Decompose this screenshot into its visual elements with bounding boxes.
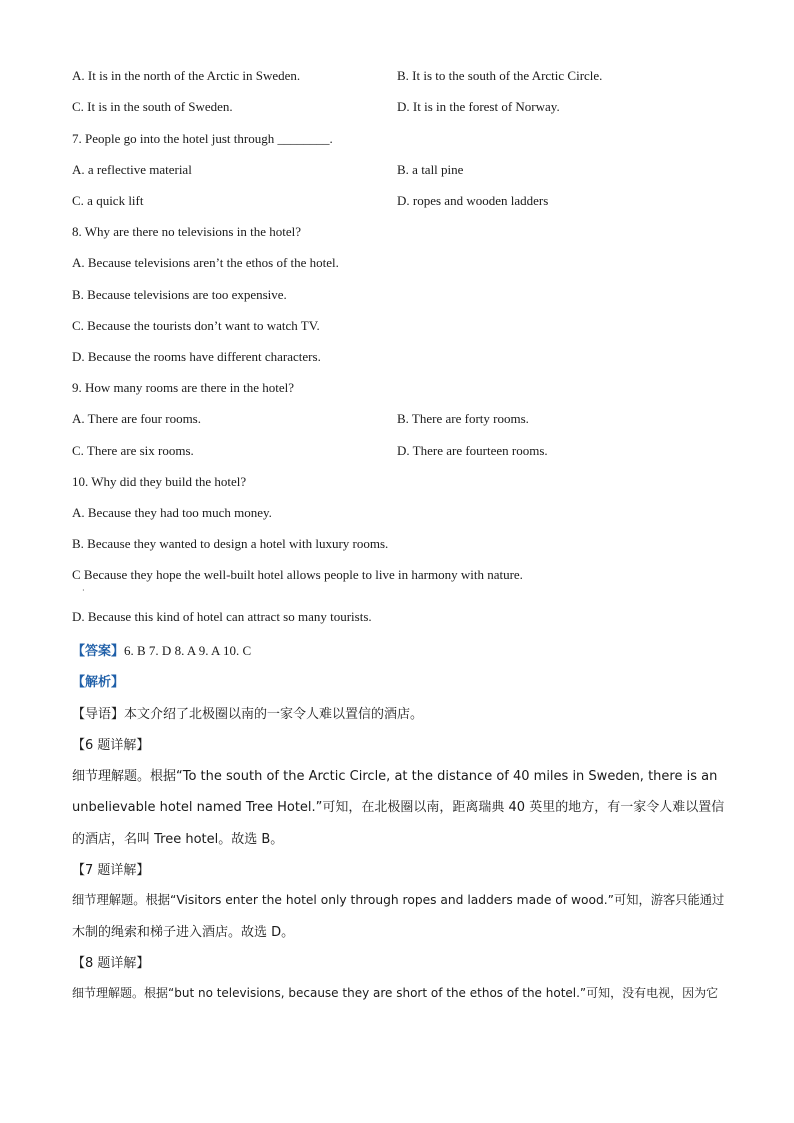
- q6-option-a: A. It is in the north of the Arctic in Sweden.: [72, 68, 301, 83]
- q9-option-a: A. There are four rooms.: [72, 411, 201, 426]
- q7-option-d: D. ropes and wooden ladders: [397, 193, 549, 208]
- q10-option-b: B. Because they wanted to design a hotel with luxury rooms.: [72, 536, 389, 551]
- q8-option-c: C. Because the tourists don’t want to watch TV.: [72, 318, 320, 333]
- q10-option-c: C Because they hope the well-built hotel allows people to live in harmony with nature.: [72, 567, 523, 582]
- detail-8-tag: 【8 题详解】: [72, 956, 150, 971]
- answer-tag: 【答案】: [72, 644, 125, 659]
- answer-values: 6. B 7. D 8. A 9. A 10. C: [124, 643, 252, 658]
- q8-stem: 8. Why are there no televisions in the hotel?: [72, 224, 301, 239]
- detail-6-line-2: unbelievable hotel named Tree Hotel.”可知，在北极圈以南，距离瑞典 40 英里的地方，有一家令人难以置信: [72, 800, 725, 815]
- q6-option-d: D. It is in the forest of Norway.: [397, 99, 560, 114]
- q7-option-a: A. a reflective material: [72, 162, 192, 177]
- stray-dot: ·: [82, 586, 85, 595]
- q9-option-c: C. There are six rooms.: [72, 443, 194, 458]
- detail-7-line-2: 木制的绳索和梯子进入酒店。故选 D。: [72, 925, 295, 940]
- q7-option-b: B. a tall pine: [397, 162, 464, 177]
- detail-6-line-1: 细节理解题。根据“To the south of the Arctic Circle, at the distance of 40 miles in Sweden, there is an: [72, 769, 718, 784]
- q8-option-b: B. Because televisions are too expensive.: [72, 287, 287, 302]
- guide-tag: 【导语】: [72, 707, 125, 722]
- detail-8-line-1: 细节理解题。根据“but no televisions, because they are short of the ethos of the hotel.”可知，没有电视，因为它: [72, 986, 719, 1000]
- q7-option-c: C. a quick lift: [72, 193, 144, 208]
- q10-option-a: A. Because they had too much money.: [72, 505, 272, 520]
- q9-option-b: B. There are forty rooms.: [397, 411, 529, 426]
- guide-line: [72, 703, 423, 722]
- q7-stem: 7. People go into the hotel just through ________.: [72, 131, 333, 146]
- q6-option-b: B. It is to the south of the Arctic Circle.: [397, 68, 603, 83]
- q8-option-a: A. Because televisions aren’t the ethos of the hotel.: [72, 255, 339, 270]
- answer-line: [72, 640, 251, 659]
- detail-6-tag: 【6 题详解】: [72, 738, 150, 753]
- q9-option-d: D. There are fourteen rooms.: [397, 443, 548, 458]
- detail-6-line-3: 的酒店，名叫 Tree hotel。故选 B。: [72, 832, 284, 847]
- q10-stem: 10. Why did they build the hotel?: [72, 474, 247, 489]
- q9-stem: 9. How many rooms are there in the hotel?: [72, 380, 295, 395]
- detail-7-tag: 【7 题详解】: [72, 863, 150, 878]
- detail-7-line-1: 细节理解题。根据“Visitors enter the hotel only through ropes and ladders made of wood.”可知，游客只能通过: [72, 893, 725, 907]
- q8-option-d: D. Because the rooms have different characters.: [72, 349, 321, 364]
- guide-text: 本文介绍了北极圈以南的一家令人难以置信的酒店。: [124, 707, 424, 722]
- q6-option-c: C. It is in the south of Sweden.: [72, 99, 233, 114]
- analysis-tag: 【解析】: [72, 675, 125, 690]
- q10-option-d: D. Because this kind of hotel can attract so many tourists.: [72, 609, 372, 624]
